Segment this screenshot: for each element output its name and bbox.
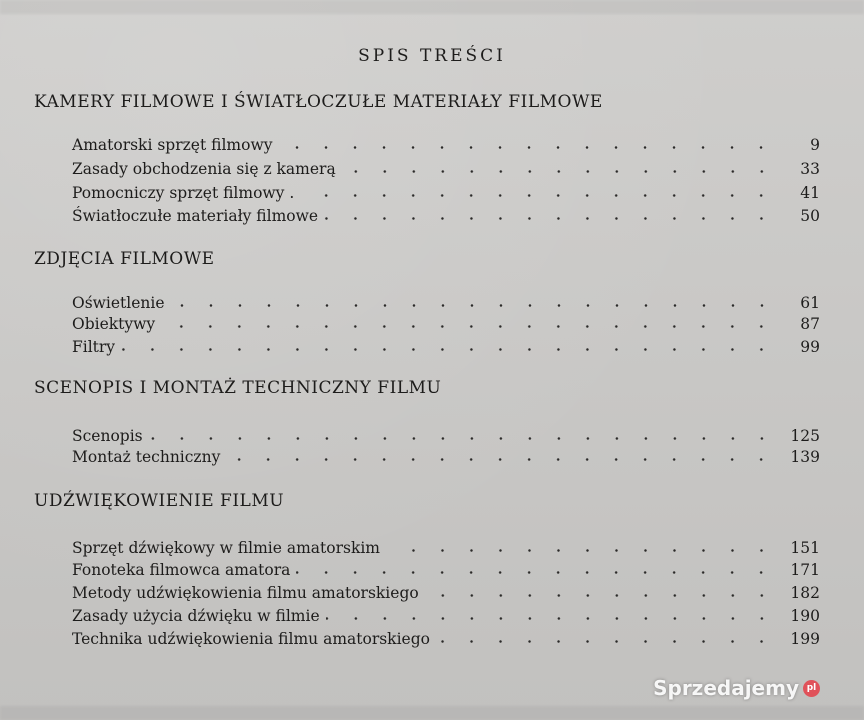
toc-entry [72,311,820,333]
toc-entry-label: Scenopis [72,427,143,445]
dot-leader [121,348,776,351]
toc-entry-label: Zasady użycia dźwięku w filmie [72,607,320,625]
toc-entry [72,626,820,648]
dot-leader [300,194,776,197]
toc-entry-label: Zasady obchodzenia się z kamerą [72,160,336,178]
toc-entry-page: 41 [800,184,820,202]
toc-entry-page: 33 [800,160,820,178]
dot-leader [278,146,776,149]
toc-entry-page: 50 [800,207,820,225]
bottom-bleed-through [0,706,864,720]
toc-entry [72,132,820,154]
toc-entry-page: 125 [790,427,820,445]
toc-entry-label: Oświetlenie [72,294,165,312]
section-heading: SCENOPIS I MONTAŻ TECHNICZNY FILMU [34,378,442,398]
toc-entry-label: Filtry [72,338,116,356]
sprzedajemy-watermark [653,676,820,700]
toc-entry-page: 61 [800,294,820,312]
toc-entry-label: Światłoczułe materiały filmowe [72,207,319,225]
watermark-text: Sprzedajemy [653,676,799,700]
toc-entry-page: 199 [790,630,820,648]
toc-entry-label: Amatorski sprzęt filmowy [72,136,273,154]
toc-entry [72,535,820,557]
dot-leader [171,304,776,307]
dot-leader [161,325,776,328]
dot-leader [324,217,776,220]
toc-entry [72,580,820,602]
page-title: SPIS TREŚCI [358,46,506,66]
toc-entry-label: Fonoteka filmowca amatora [72,561,291,579]
dot-leader [436,640,776,643]
toc-entry-page: 87 [800,315,820,333]
dot-leader [425,594,776,597]
toc-entry-label: Sprzęt dźwiękowy w filmie amatorskim [72,539,381,557]
dot-leader [296,571,776,574]
toc-entry [72,203,820,225]
toc-entry-label: Obiektywy [72,315,156,333]
top-bleed-through [0,0,864,14]
pl-badge-icon: pl [803,680,820,697]
section-heading: KAMERY FILMOWE I ŚWIATŁOCZUŁE MATERIAŁY FILMOWE [34,92,603,112]
toc-entry-label: Montaż techniczny [72,448,221,466]
toc-entry [72,603,820,625]
toc-entry [72,334,820,356]
toc-entry [72,180,820,202]
toc-entry-label: Metody udźwiękowienia filmu amatorskiego [72,584,419,602]
dot-leader [342,170,776,173]
toc-entry [72,156,820,178]
toc-entry [72,290,820,312]
dot-leader [226,458,776,461]
toc-entry-label: Technika udźwiękowienia filmu amatorskiego [72,630,430,648]
toc-entry [72,444,820,466]
section-heading: UDŹWIĘKOWIENIE FILMU [34,491,285,511]
toc-entry-page: 182 [790,584,820,602]
dot-leader [326,617,776,620]
toc-entry-page: 99 [800,338,820,356]
toc-entry-label: Pomocniczy sprzęt filmowy . [72,184,295,202]
section-heading: ZDJĘCIA FILMOWE [34,249,215,269]
toc-entry [72,557,820,579]
toc-entry [72,423,820,445]
toc-entry-page: 171 [790,561,820,579]
toc-entry-page: 190 [790,607,820,625]
dot-leader [386,549,776,552]
dot-leader [149,437,776,440]
toc-entry-page: 9 [810,136,820,154]
toc-entry-page: 139 [790,448,820,466]
toc-entry-page: 151 [790,539,820,557]
